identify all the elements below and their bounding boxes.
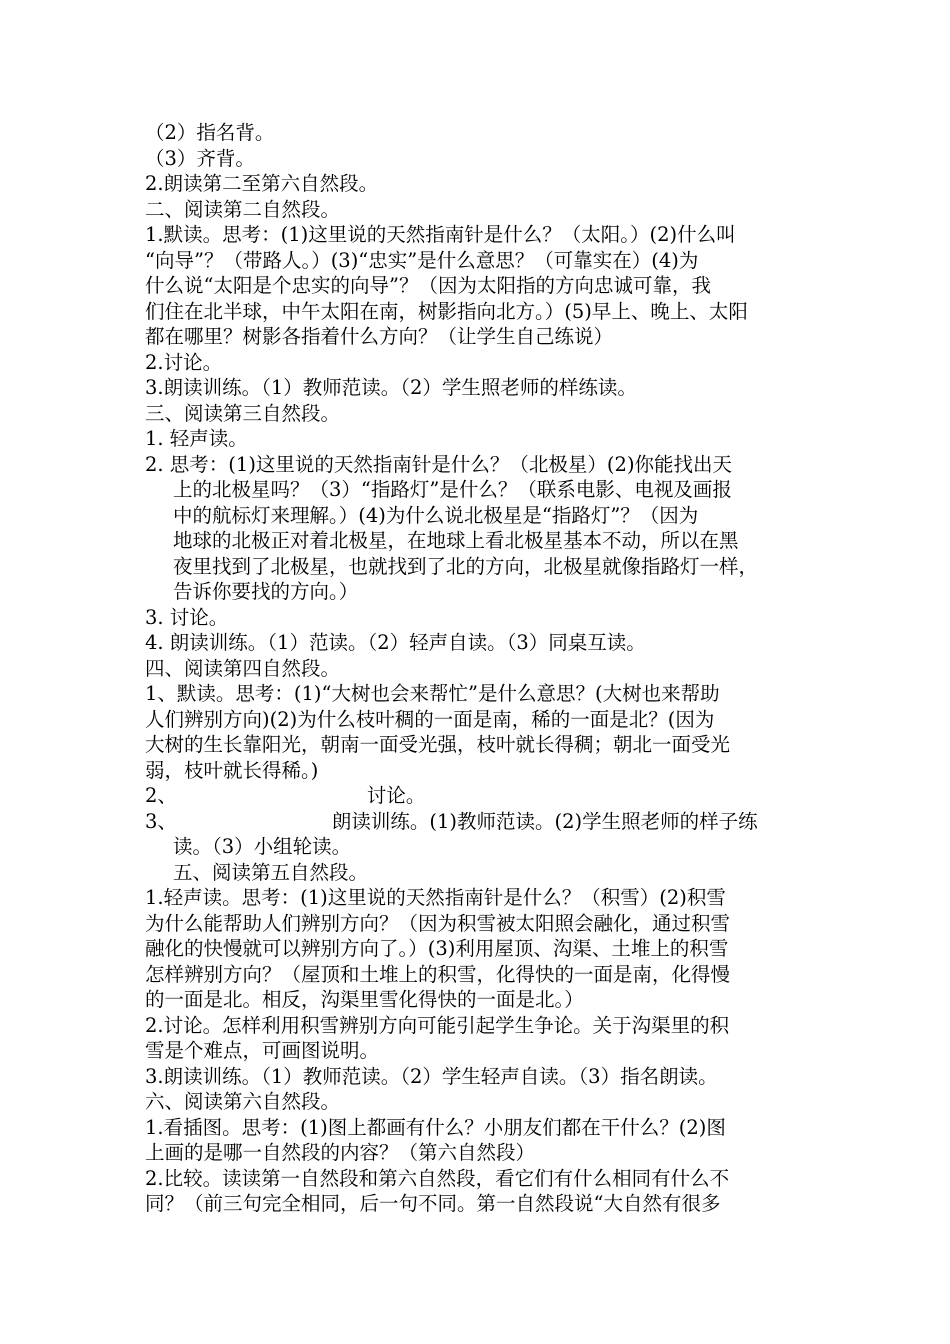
text-line: 2.朗读第二至第六自然段。 [145, 172, 379, 195]
text-line: 地球的北极正对着北极星，在地球上看北极星基本不动，所以在黑 [173, 529, 739, 552]
section-heading: 五、阅读第五自然段。 [173, 860, 369, 884]
text-line: 为什么能帮助人们辨别方向？（因为积雪被太阳照会融化，通过积雪 [145, 911, 731, 935]
text-line: 1.看插图。思考：(1)图上都画有什么？小朋友们都在干什么？(2)图 [145, 1115, 726, 1139]
text-line: （3）齐背。 [145, 146, 255, 170]
list-number: 2、 [145, 784, 177, 807]
text-line: 1. 轻声读。 [145, 427, 248, 450]
text-line: 1.默读。思考：(1)这里说的天然指南针是什么？（太阳。）(2)什么叫 [145, 223, 736, 246]
text-line: 中的航标灯来理解。）(4)为什么说北极星是“指路灯”？（因为 [173, 503, 699, 527]
text-line: 4. 朗读训练。（1）范读。（2）轻声自读。（3）同桌互读。 [145, 631, 646, 654]
text-line: 都在哪里？树影各指着什么方向？（让学生自己练说） [145, 325, 614, 348]
list-text: 讨论。 [366, 784, 426, 807]
text-line: 夜里找到了北极星，也就找到了北的方向，北极星就像指路灯一样， [173, 554, 759, 578]
text-line: 大树的生长靠阳光，朝南一面受光强，枝叶就长得稠；朝北一面受光 [145, 733, 731, 756]
section-heading: 三、阅读第三自然段。 [145, 401, 341, 425]
text-line: 怎样辨别方向？（屋顶和土堆上的积雪，化得快的一面是南，化得慢 [145, 962, 731, 986]
text-line [145, 809, 825, 835]
text-line: 3. 讨论。 [145, 605, 229, 629]
text-line: “向导”？（带路人。）(3)“忠实”是什么意思？（可靠实在）(4)为 [145, 248, 699, 272]
section-heading: 四、阅读第四自然段。 [145, 656, 341, 680]
text-line: 告诉你要找的方向。） [173, 580, 359, 603]
text-line: 人们辨别方向)(2)为什么枝叶稠的一面是南，稀的一面是北？(因为 [145, 707, 715, 731]
text-line [145, 783, 825, 809]
text-line: 雪是个难点，可画图说明。 [145, 1039, 380, 1062]
text-line: 3.朗读训练。（1）教师范读。（2）学生轻声自读。（3）指名朗读。 [145, 1064, 718, 1088]
text-line: 2.比较。读读第一自然段和第六自然段，看它们有什么相同有什么不 [145, 1166, 730, 1190]
section-heading: 二、阅读第二自然段。 [145, 197, 341, 221]
text-line: 1.轻声读。思考：(1)这里说的天然指南针是什么？（积雪）(2)积雪 [145, 886, 726, 909]
text-line: 上的北极星吗？（3）“指路灯”是什么？（联系电影、电视及画报 [173, 478, 732, 501]
list-text: 朗读训练。(1)教师范读。(2)学生照老师的样子练 [331, 809, 758, 833]
text-line: 什么说“太阳是个忠实的向导”？（因为太阳指的方向忠诚可靠，我 [145, 274, 711, 297]
text-line: 上画的是哪一自然段的内容？（第六自然段） [145, 1141, 536, 1164]
text-line: 2.讨论。怎样利用积雪辨别方向可能引起学生争论。关于沟渠里的积 [145, 1013, 730, 1037]
section-heading: 六、阅读第六自然段。 [145, 1090, 341, 1113]
text-line: 的一面是北。相反，沟渠里雪化得快的一面是北。） [145, 988, 584, 1011]
text-line: 们住在北半球，中午太阳在南，树影指向北方。）(5)早上、晚上、太阳 [145, 299, 748, 323]
text-line: 读。（3）小组轮读。 [173, 835, 352, 858]
text-line: 弱，枝叶就长得稀。) [145, 758, 319, 782]
text-line: （2）指名背。 [145, 121, 275, 144]
text-line: 1、默读。思考：(1)“大树也会来帮忙”是什么意思？(大树也来帮助 [145, 682, 720, 705]
text-line: 2.讨论。 [145, 350, 223, 374]
text-line: 融化的快慢就可以辨别方向了。）(3)利用屋顶、沟渠、土堆上的积雪 [145, 937, 729, 960]
text-line: 同？（前三句完全相同，后一句不同。第一自然段说“大自然有很多 [145, 1192, 721, 1215]
text-line: 3.朗读训练。（1）教师范读。（2）学生照老师的样练读。 [145, 376, 637, 399]
list-number: 3、 [145, 809, 177, 833]
text-line: 2. 思考：(1)这里说的天然指南针是什么？（北极星）(2)你能找出天 [145, 452, 733, 476]
document-page [145, 120, 825, 1217]
